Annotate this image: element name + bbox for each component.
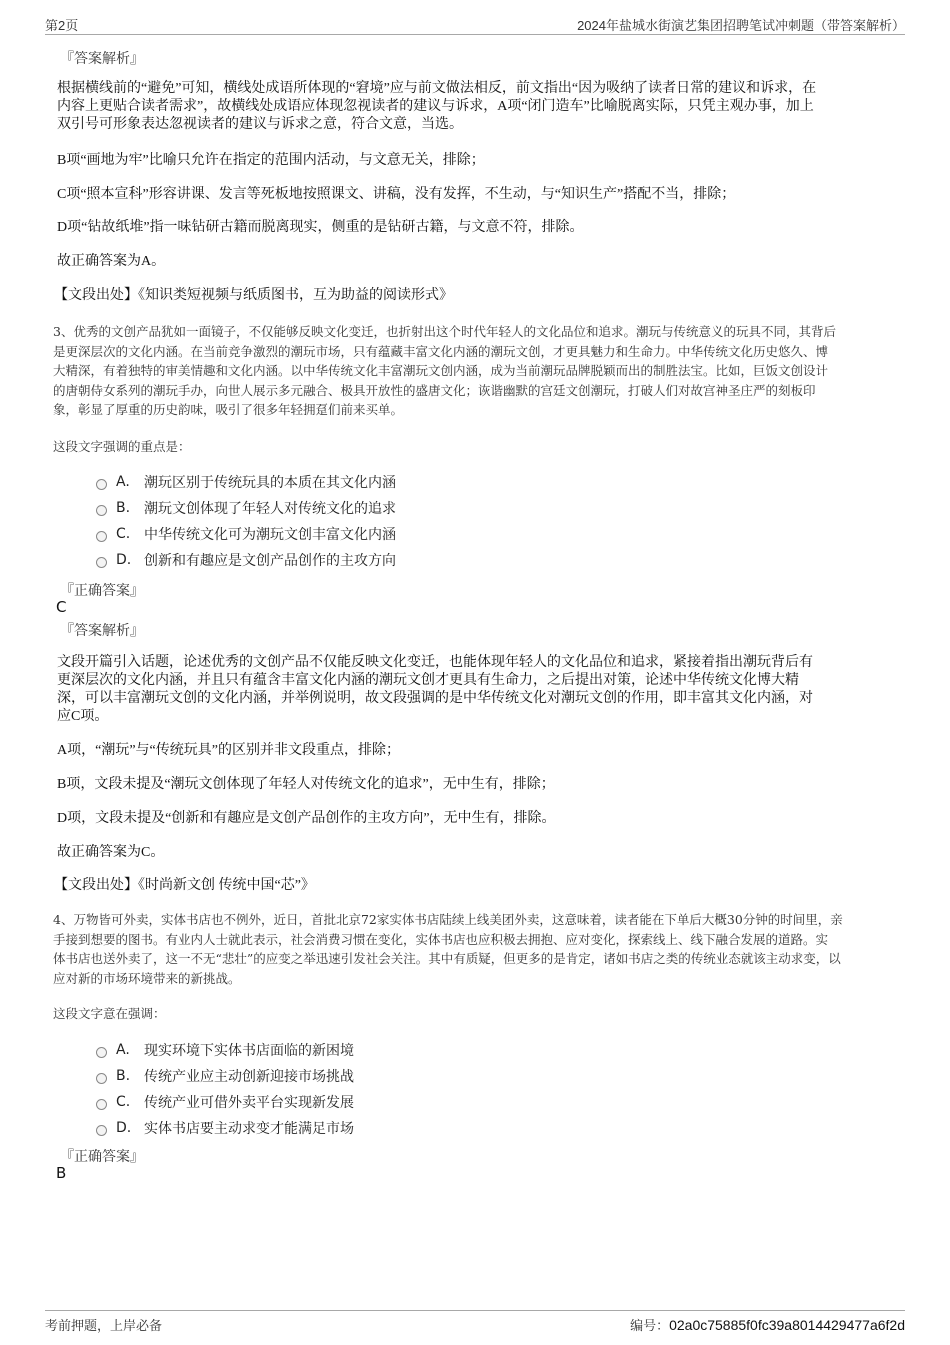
analysis-line: 双引号可形象表达忽视读者的建议与诉求之意，符合文意，当选。: [57, 117, 463, 132]
stem-line: 象，彰显了厚重的历史韵味，吸引了很多年轻拥趸们前来买单。: [53, 402, 404, 417]
document-title: 2024年盐城水街演艺集团招聘笔试冲刺题（带答案解析）: [577, 18, 905, 33]
option-key: A.: [116, 1042, 130, 1058]
analysis-line: 更深层次的文化内涵，并且只有蕴含丰富文化内涵的潮玩文创才更具有生命力，之后提出对策，论述中华传统文化博大精: [57, 673, 799, 688]
q2-option-c-note: C项“照本宣科”形容讲课、发言等死板地按照课文、讲稿，没有发挥，不生动，与“知识生产”搭配不当，排除；: [57, 187, 736, 202]
option-text: 中华传统文化可为潮玩文创丰富文化内涵: [144, 527, 396, 543]
q4-correct-label: 『正确答案』: [60, 1149, 144, 1165]
code-value: 02a0c75885f0fc39a8014429477a6f2d: [669, 1317, 905, 1333]
q3-option-b-note: B项，文段未提及“潮玩文创体现了年轻人对传统文化的追求”，无中生有，排除；: [57, 777, 555, 792]
q4-option-a[interactable]: [96, 1038, 354, 1062]
option-text: 潮玩文创体现了年轻人对传统文化的追求: [144, 501, 396, 517]
footer-slogan: 考前押题，上岸必备: [45, 1318, 163, 1333]
stem-line: 是更深层次的文化内涵。在当前竞争激烈的潮玩市场，只有蕴藏丰富文化内涵的潮玩文创，才更具魅力和生命力。中华传统文化历史悠久、博: [53, 343, 829, 359]
stem-line: 大精深，有着独特的审美情趣和文化内涵。以中华传统文化丰富潮玩文创内涵，成为当前潮玩品牌脱颖而出的制胜法宝。比如，巨饭文创设计: [53, 363, 829, 378]
page-number: 第2页: [45, 18, 79, 33]
q2-conclusion: 故正确答案为A。: [57, 254, 166, 269]
q2-option-d-note: D项“钻故纸堆”指一味钻研古籍而脱离现实，侧重的是钻研古籍，与文意不符，排除。: [57, 220, 584, 235]
analysis-line: 应C项。: [57, 709, 109, 724]
radio-icon[interactable]: [96, 1099, 107, 1110]
option-text: 传统产业应主动创新迎接市场挑战: [144, 1069, 354, 1085]
analysis-line: 深，可以丰富潮玩文创的文化内涵，并举例说明，故文段强调的是中华传统文化对潮玩文创的作用，即丰富其文化内涵，对: [57, 691, 813, 706]
q3-correct-answer: C: [56, 598, 67, 616]
q4-correct-answer: B: [56, 1164, 67, 1182]
page-header: [45, 14, 905, 35]
q4-option-d[interactable]: [96, 1116, 354, 1140]
q3-correct-label: 『正确答案』: [60, 583, 144, 599]
stem-line: 的唐朝侍女系列的潮玩手办，向世人展示多元融合、极具开放性的盛唐文化；诙谐幽默的宫廷文创潮玩，打破人们对故宫神圣庄严的刻板印: [53, 382, 816, 398]
option-key: D.: [116, 1120, 132, 1136]
q2-option-b-note: B项“画地为牢”比喻只允许在指定的范围内活动，与文意无关，排除；: [57, 153, 485, 168]
stem-line: 3、优秀的文创产品犹如一面镜子，不仅能够反映文化变迁，也折射出这个时代年轻人的文化品位和追求。潮玩与传统意义的玩具不同，其背后: [53, 324, 836, 339]
page-footer: [45, 1310, 905, 1333]
option-key: B.: [116, 500, 131, 516]
radio-icon[interactable]: [96, 531, 107, 542]
option-text: 实体书店要主动求变才能满足市场: [144, 1121, 354, 1137]
q3-option-d[interactable]: [96, 548, 396, 572]
q3-option-b[interactable]: [96, 496, 396, 520]
q3-analysis-label: 『答案解析』: [60, 623, 144, 639]
q3-option-a-note: A项，“潮玩”与“传统玩具”的区别并非文段重点，排除；: [57, 743, 400, 758]
q2-source: 【文段出处】《知识类短视频与纸质图书，互为助益的阅读形式》: [54, 288, 453, 303]
q3-option-a[interactable]: [96, 470, 396, 494]
option-text: 潮玩区别于传统玩具的本质在其文化内涵: [144, 475, 396, 491]
q3-option-d-note: D项，文段未提及“创新和有趣应是文创产品创作的主攻方向”，无中生有，排除。: [57, 811, 556, 826]
option-text: 创新和有趣应是文创产品创作的主攻方向: [144, 553, 396, 569]
document-code: [630, 1315, 905, 1334]
q3-prompt: 这段文字强调的重点是：: [53, 439, 191, 454]
radio-icon[interactable]: [96, 1125, 107, 1136]
radio-icon[interactable]: [96, 557, 107, 568]
q3-source: 【文段出处】《时尚新文创 传统中国“芯”》: [54, 878, 315, 893]
q4-prompt: 这段文字意在强调：: [53, 1006, 166, 1021]
option-key: B.: [116, 1068, 131, 1084]
analysis-line: 内容上更贴合读者需求”，故横线处成语应体现忽视读者的建议与诉求，A项“闭门造车”比喻脱离实际，只凭主观办事，加上: [57, 99, 814, 114]
code-label: 编号：: [630, 1318, 670, 1333]
option-text: 传统产业可借外卖平台实现新发展: [144, 1095, 354, 1111]
option-key: A.: [116, 474, 130, 490]
option-key: D.: [116, 552, 132, 568]
stem-line: 手接到想要的图书。有业内人士就此表示，社会消费习惯在变化，实体书店也应积极去拥抱、应对变化，探索线上、线下融合发展的道路。实: [53, 931, 829, 947]
radio-icon[interactable]: [96, 505, 107, 516]
analysis-label: 『答案解析』: [60, 51, 144, 67]
q3-analysis: [57, 654, 897, 726]
q3-stem: [53, 322, 903, 420]
stem-line: 4、万物皆可外卖，实体书店也不例外，近日，首批北京72家实体书店陆续上线美团外卖，这意味着，读者能在下单后大概30分钟的时间里，亲: [53, 912, 843, 927]
stem-line: 应对新的市场环境带来的新挑战。: [53, 970, 241, 986]
q2-analysis: [57, 80, 897, 134]
option-key: C.: [116, 526, 131, 542]
stem-line: 体书店也送外卖了，这一不无“悲壮”的应变之举迅速引发社会关注。其中有质疑，但更多的是肯定，诸如书店之类的传统业态就该主动求变，以: [53, 951, 841, 966]
q3-conclusion: 故正确答案为C。: [57, 845, 165, 860]
radio-icon[interactable]: [96, 1073, 107, 1084]
q4-stem: [53, 910, 903, 988]
radio-icon[interactable]: [96, 1047, 107, 1058]
q4-option-b[interactable]: [96, 1064, 354, 1088]
analysis-line: 根据横线前的“避免”可知，横线处成语所体现的“窘境”应与前文做法相反，前文指出“因为吸纳了读者日常的建议和诉求，在: [57, 81, 817, 96]
q3-option-c[interactable]: [96, 522, 396, 546]
option-key: C.: [116, 1094, 131, 1110]
option-text: 现实环境下实体书店面临的新困境: [144, 1043, 354, 1059]
q4-option-c[interactable]: [96, 1090, 354, 1114]
analysis-line: 文段开篇引入话题，论述优秀的文创产品不仅能反映文化变迁，也能体现年轻人的文化品位和追求，紧接着指出潮玩背后有: [57, 655, 813, 670]
radio-icon[interactable]: [96, 479, 107, 490]
